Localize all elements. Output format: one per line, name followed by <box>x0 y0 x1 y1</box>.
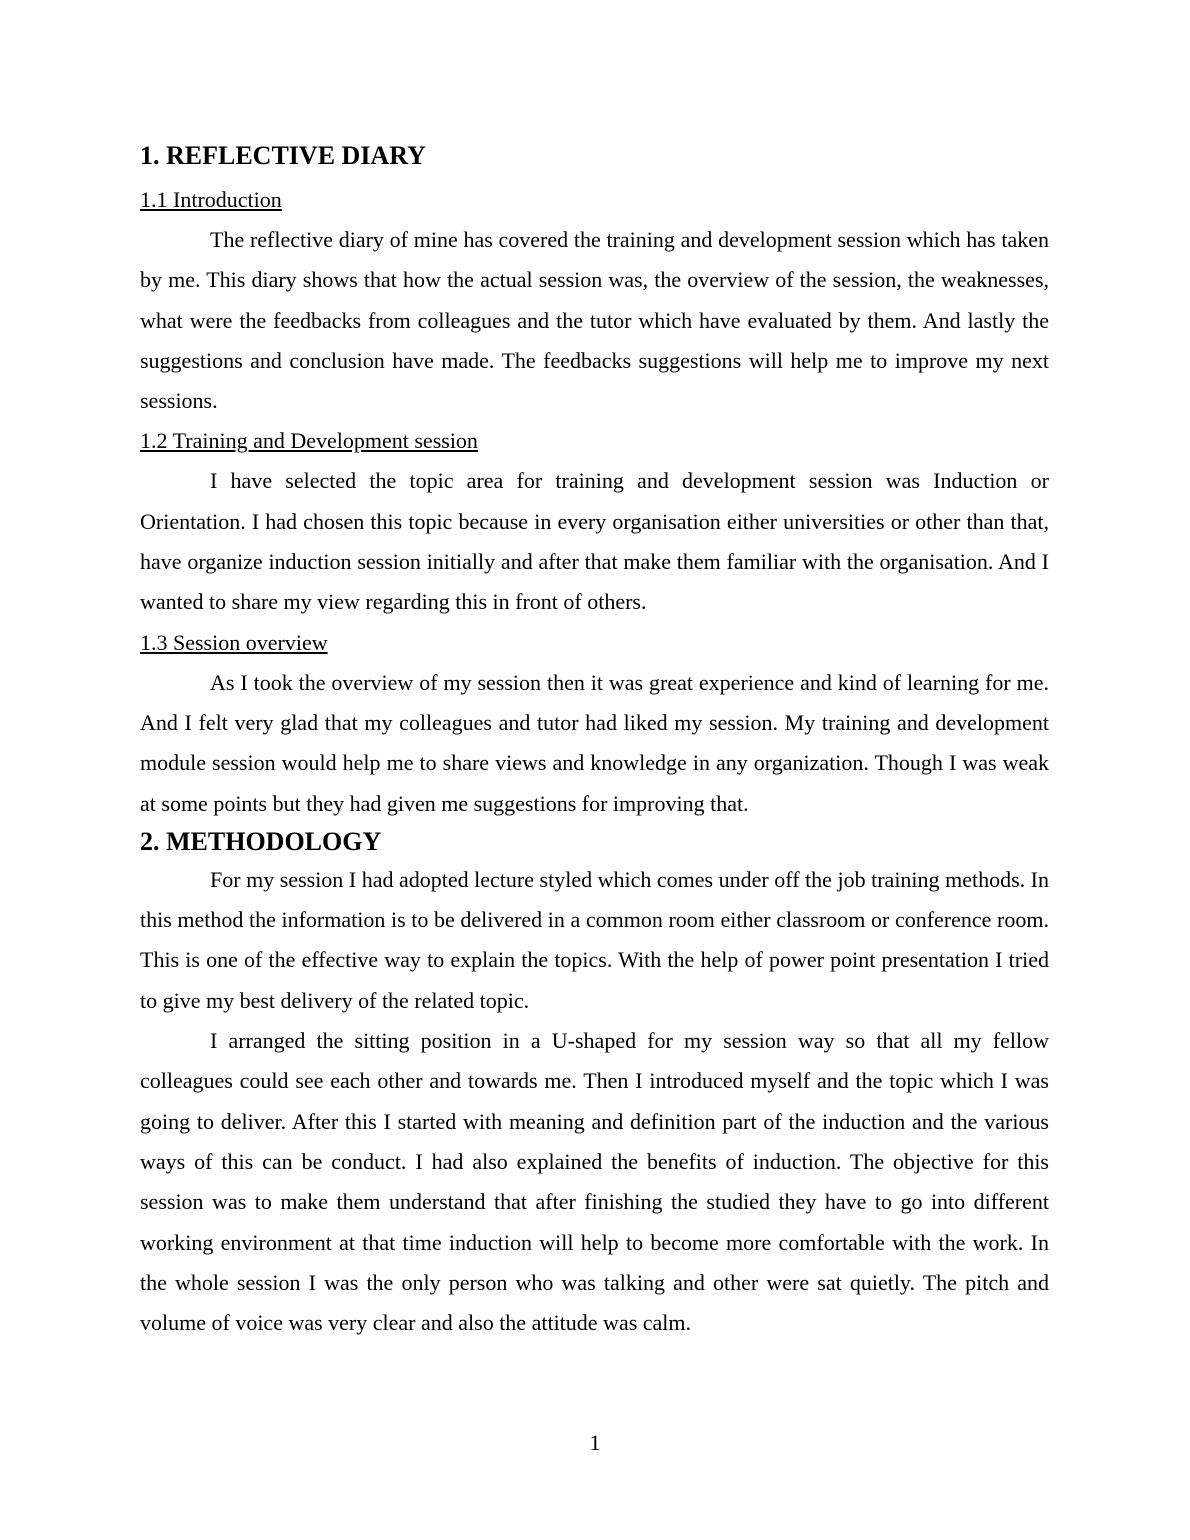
paragraph-methodology-2: I arranged the sitting position in a U-shaped for my session way so that all my fellow colleagues could see each other and towards me. Then I introduced myself and the topic which I was going to deliver. After this I started with meaning and definition part of the induction and the various ways of this can be conduct. I had also explained the benefits of induction. The objective for this session was to make them understand that after finishing the studied they have to go into different working environment at that time induction will help to become more comfortable with the work. In the whole session I was the only person who was talking and other were sat quietly. The pitch and volume of voice was very clear and also the attitude was calm. <box>140 1028 1049 1336</box>
section-heading-methodology: 2. METHODOLOGY <box>140 826 382 856</box>
section-heading-reflective-diary: 1. REFLECTIVE DIARY <box>140 141 426 170</box>
subheading-session-overview: 1.3 Session overview <box>140 629 328 655</box>
paragraph-session-overview: As I took the overview of my session then it was great experience and kind of learning for me. And I felt very glad that my colleagues and tutor had liked my session. My training and development module session would help me to share views and knowledge in any organization. Though I was weak at some points but they had given me suggestions for improving that. <box>140 669 1049 816</box>
subheading-training-session: 1.2 Training and Development session <box>140 428 478 454</box>
document-page <box>140 138 1049 1343</box>
page-number: 1 <box>589 1430 601 1455</box>
paragraph-training-session: I have selected the topic area for training and development session was Induction or Orientation. I had chosen this topic because in every organisation either universities or other than that, have organize induction session initially and after that make them familiar with the organisation. And I wanted to share my view regarding this in front of others. <box>140 468 1049 615</box>
paragraph-methodology-1: For my session I had adopted lecture styled which comes under off the job training methods. In this method the information is to be delivered in a common room either classroom or conference room. This is one of the effective way to explain the topics. With the help of power point presentation I tried to give my best delivery of the related topic. <box>140 866 1049 1013</box>
paragraph-introduction: The reflective diary of mine has covered the training and development session which has taken by me. This diary shows that how the actual session was, the overview of the session, the weaknesses, what were the feedbacks from colleagues and the tutor which have evaluated by them. And lastly the suggestions and conclusion have made. The feedbacks suggestions will help me to improve my next sessions. <box>140 227 1049 414</box>
subheading-introduction: 1.1 Introduction <box>140 187 282 212</box>
